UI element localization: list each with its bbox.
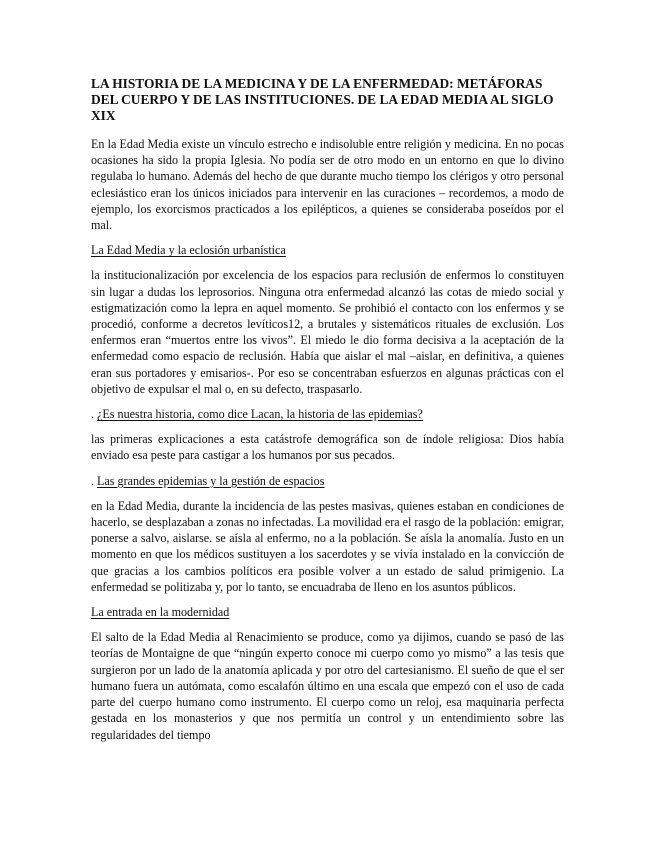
section-heading-modernidad — [91, 604, 564, 620]
section-body-edad-media: la institucionalización por excelencia de los espacios para reclusión de enfermos lo constituyen sin lugar a dudas los leprosorios. Ninguna otra enfermedad alcanzó las cotas de miedo social y estigmatización como la lepra en aquel momento. Se prohibió el contacto con los enfermos y se procedió, conforme a decretos levíticos12, a brutales y sistemáticos rituales de exclusión. Los enfermos eran “muertos entre los vivos”. El miedo le dio forma decisiva a la aceptación de la enfermedad como espacio de reclusión. Había que aislar el mal –aislar, en definitiva, a quienes eran sus portadores y emisarios-. Por eso se concentraban esfuerzos en algunas prácticas con el objetivo de expulsar el mal o, en su defecto, traspasarlo. — [91, 268, 564, 396]
section-heading-text: La entrada en la modernidad — [91, 605, 230, 620]
document-page — [91, 76, 564, 752]
section-body-lacan: las primeras explicaciones a esta catástrofe demográfica son de índole religiosa: Dios había enviado esa peste para castigar a los humanos por sus pecados. — [91, 432, 564, 463]
section-heading-text: La Edad Media y la eclosión urbanística — [91, 243, 286, 258]
section-heading-edad-media — [91, 242, 564, 258]
document-title: LA HISTORIA DE LA MEDICINA Y DE LA ENFERMEDAD: METÁFORAS DEL CUERPO Y DE LAS INSTITUCIONES. DE LA EDAD MEDIA AL SIGLO XIX — [91, 76, 554, 123]
section-heading-lacan — [91, 406, 564, 422]
section-heading-prefix: . — [91, 473, 98, 488]
intro-paragraph: En la Edad Media existe un vínculo estrecho e indisoluble entre religión y medicina. En no pocas ocasiones ha sido la propia Iglesia. No podía ser de otro modo en un entorno en que lo divino regulaba lo humano. Además del hecho de que durante mucho tiempo los clérigos y otro personal eclesiástico eran los únicos iniciados para intervenir en las curaciones – recordemos, a modo de ejemplo, los exorcismos practicados a los epilépticos, a quienes se consideraba poseídos por el mal. — [91, 137, 564, 233]
section-heading-epidemias — [91, 473, 564, 489]
section-body-epidemias: en la Edad Media, durante la incidencia de las pestes masivas, quienes estaban en condiciones de hacerlo, se desplazaban a zonas no infectadas. La movilidad era el rasgo de la población: emigrar, ponerse a salvo, aislarse. se aísla al enfermo, no a la población. Se aísla la anomalía. Justo en un momento en que los médicos sustituyen a los sacerdotes y se vivía instalado en la convicción de que gracias a los cambios políticos era posible volver a un estado de salud primigenio. La enfermedad se politizaba y, por lo tanto, se encuadraba de lleno en los asuntos públicos. — [91, 498, 564, 594]
section-heading-text: ¿Es nuestra historia, como dice Lacan, la historia de las epidemias? — [97, 407, 423, 422]
section-body-modernidad: El salto de la Edad Media al Renacimiento se produce, como ya dijimos, cuando se pasó de las teorías de Montaigne de que “ningún experto conoce mi cuerpo como yo mismo” a las tesis que surgieron por un lado de la anatomía aplicada y por otro del cartesianismo. El sueño de que el ser humano fuera un autómata, como escalafón último en una escala que empezó con el uso de cada parte del cuerpo humano como instrumento. El cuerpo como un reloj, esa maquinaria perfecta gestada en los monasterios y que nos permitía un control y un entendimiento sobre las regularidades del tiempo — [91, 630, 564, 742]
section-heading-prefix: . — [91, 407, 98, 422]
section-heading-text: Las grandes epidemias y la gestión de espacios — [97, 473, 325, 488]
